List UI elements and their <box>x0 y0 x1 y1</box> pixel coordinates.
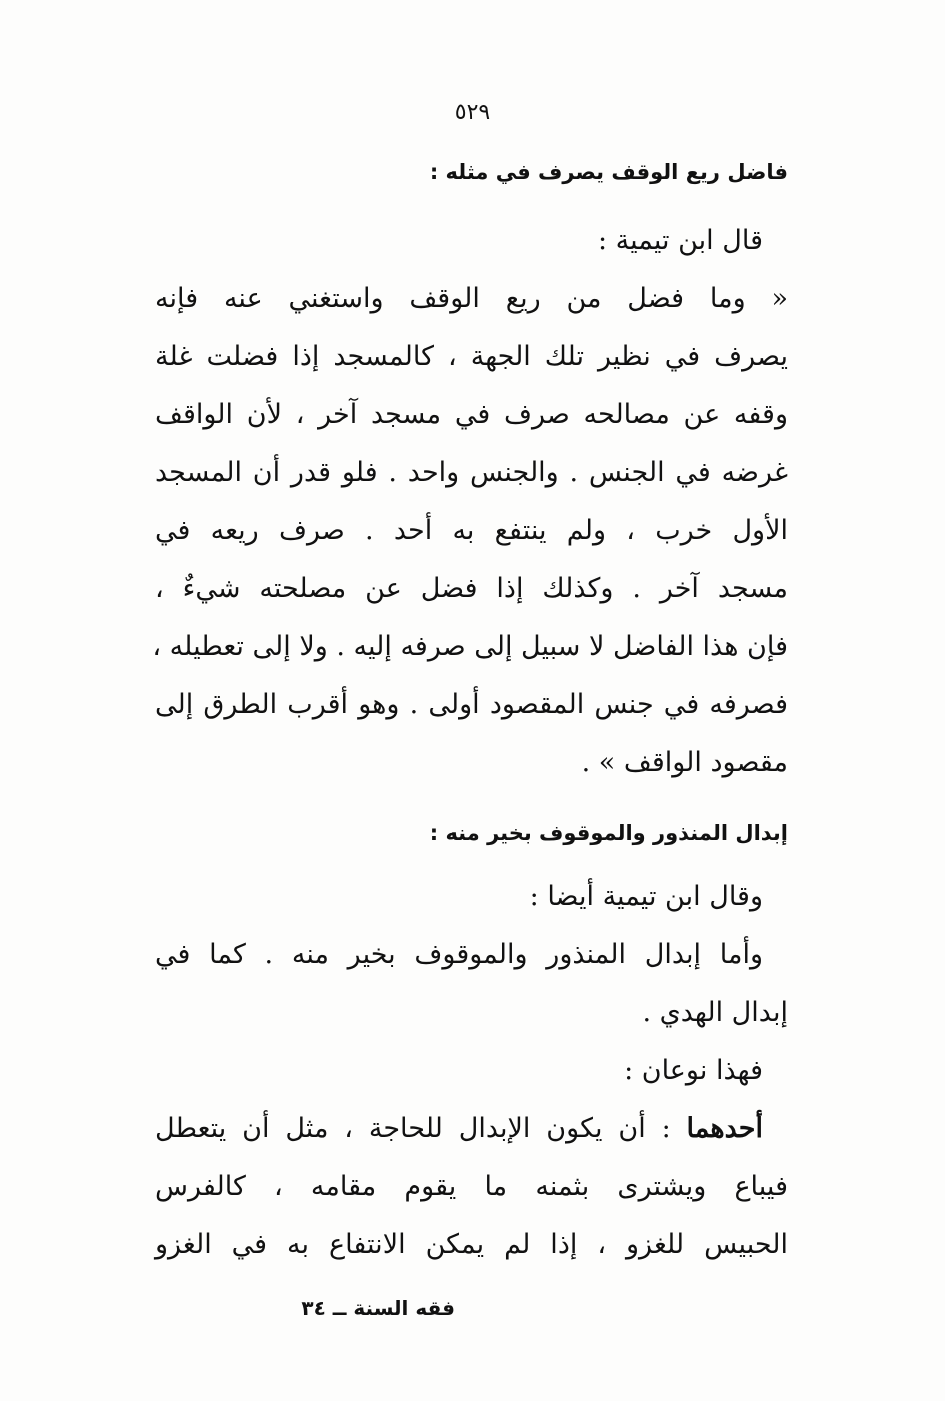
text-line: فيباع ويشترى بثمنه ما يقوم مقامه ، كالفرس <box>155 1171 788 1202</box>
paragraph-intro: فهذا نوعان : <box>624 1055 763 1086</box>
text-line: الأول خرب ، ولم ينتفع به أحد . صرف ريعه في <box>155 515 788 546</box>
text-line-first <box>155 1100 788 1158</box>
text-line: « وما فضل من ريع الوقف واستغني عنه فإنه <box>155 283 788 314</box>
text-line: فإن هذا الفاضل لا سبيل إلى صرفه إليه . ولا إلى تعطيله ، <box>152 631 788 662</box>
paragraph-intro: قال ابن تيمية : <box>597 225 763 256</box>
text-line: إبدال الهدي . <box>642 997 788 1028</box>
text-line: غرضه في الجنس . والجنس واحد . فلو قدر أن المسجد <box>155 457 788 488</box>
bold-term: أحدهما <box>686 1113 763 1144</box>
text-run: : أن يكون الإبدال للحاجة ، مثل أن يتعطل <box>155 1113 687 1144</box>
text-line: فصرفه في جنس المقصود أولى . وهو أقرب الطرق إلى <box>155 689 788 720</box>
page-number: ٥٢٩ <box>454 100 491 125</box>
section-heading-surplus <box>155 157 788 187</box>
text-line: يصرف في نظير تلك الجهة ، كالمسجد إذا فضلت غلة <box>155 341 788 372</box>
section-heading-exchange <box>155 818 788 848</box>
text-line: وقفه عن مصالحه صرف في مسجد آخر ، لأن الواقف <box>155 399 788 430</box>
text-line: مقصود الواقف » . <box>581 747 788 778</box>
page-footer: فقه السنة ــ ٣٤ <box>301 1296 455 1320</box>
section-heading: إبدال المنذور والموقوف بخير منه : <box>429 821 788 845</box>
section-heading: فاضل ريع الوقف يصرف في مثله : <box>429 160 788 184</box>
paragraph-ibn-taymiyya-2 <box>155 868 788 1274</box>
paragraph-ibn-taymiyya-1 <box>152 212 788 792</box>
text-line: مسجد آخر . وكذلك إذا فضل عن مصلحته شيءٌ ، <box>155 573 788 604</box>
text-line: وأما إبدال المنذور والموقوف بخير منه . كما في <box>155 939 763 970</box>
text-line: الحبيس للغزو ، إذا لم يمكن الانتفاع به في الغزو <box>155 1229 788 1260</box>
paragraph-intro: وقال ابن تيمية أيضا : <box>529 881 763 912</box>
